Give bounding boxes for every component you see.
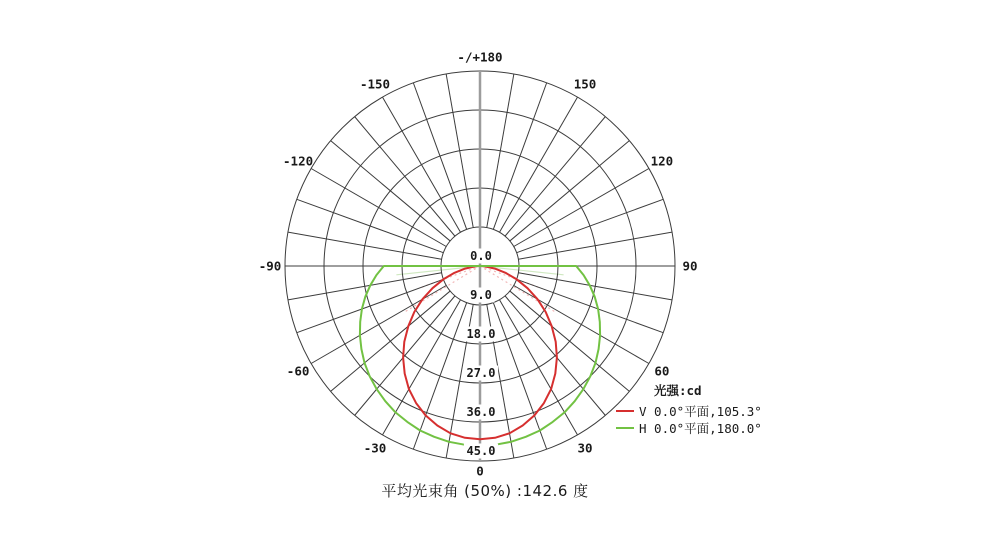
svg-text:90: 90 xyxy=(682,258,698,274)
svg-text:0.0: 0.0 xyxy=(470,249,492,263)
svg-text:60: 60 xyxy=(654,363,670,379)
svg-text:-150: -150 xyxy=(359,76,391,92)
legend-entry-h-plane xyxy=(616,419,762,436)
svg-text:45.0: 45.0 xyxy=(466,444,496,458)
svg-text:18.0: 18.0 xyxy=(466,327,496,341)
svg-text:-90: -90 xyxy=(258,258,282,274)
svg-text:-120: -120 xyxy=(283,153,314,169)
svg-text:-30: -30 xyxy=(363,440,387,456)
legend-red-line-icon xyxy=(616,410,634,412)
beam-angle-caption: 平均光束角 (50%) :142.6 度 xyxy=(381,482,589,500)
svg-text:120: 120 xyxy=(650,153,674,169)
legend-green-line-icon xyxy=(616,427,634,429)
svg-text:-60: -60 xyxy=(286,363,310,379)
svg-text:-/+180: -/+180 xyxy=(457,49,503,65)
legend-entry-label: H 0.0°平面,180.0° xyxy=(639,420,762,436)
legend-entry-v-plane xyxy=(616,402,762,419)
svg-text:36.0: 36.0 xyxy=(466,405,496,419)
svg-text:0: 0 xyxy=(476,463,484,479)
svg-text:30: 30 xyxy=(577,440,593,456)
legend-entry-label: V 0.0°平面,105.3° xyxy=(639,403,762,419)
chart-legend xyxy=(616,381,762,436)
svg-text:27.0: 27.0 xyxy=(466,366,496,380)
svg-text:150: 150 xyxy=(573,76,597,92)
legend-title: 光强:cd xyxy=(654,383,702,398)
svg-text:9.0: 9.0 xyxy=(470,288,492,302)
